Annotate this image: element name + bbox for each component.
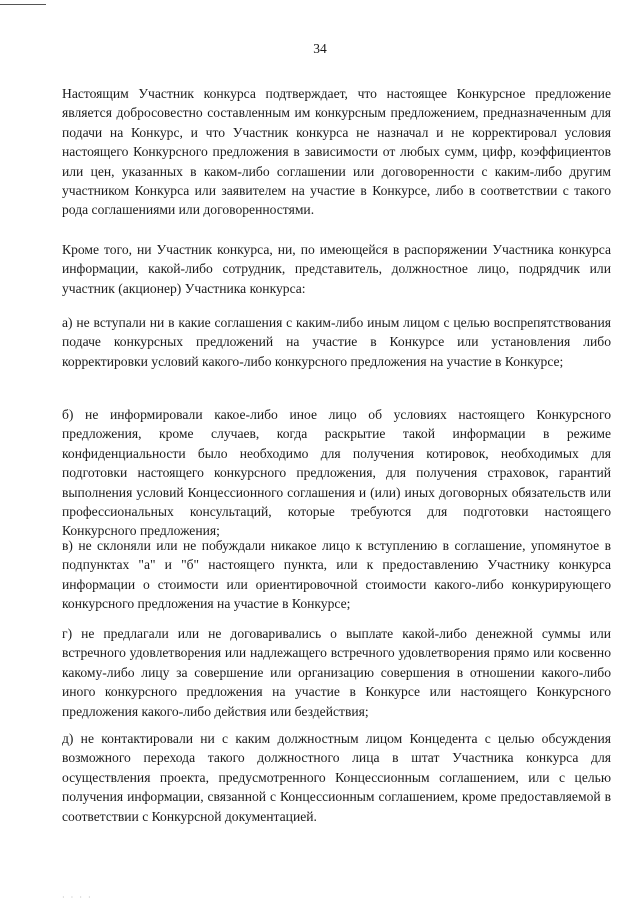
paragraph-item-d: д) не контактировали ни с каким должностным лицом Концедента с целью обсуждения возможного перехода такого должностного лица в штат Участника конкурса для осуществления проекта, предусмотренного Концессионным соглашением, или с целью получения информации, связанной с Концессионным соглашением, кроме предоставляемой в соответствии с Конкурсной документацией. xyxy=(62,731,611,824)
paragraph-item-v: в) не склоняли или не побуждали никакое лицо к вступлению в соглашение, упомянутое в подпунктах "а" и "б" настоящего пункта, или к предоставлению Участнику конкурса информации о стоимости или ориентировочной стоимости какого-либо конкурирующего конкурсного предложения на участие в Конкурсе; xyxy=(62,538,611,612)
page-number: 34 xyxy=(313,41,327,56)
paragraph-item-b: б) не информировали какое-либо иное лицо об условиях настоящего Конкурсного предложения, кроме случаев, когда раскрытие такой информации в режиме конфиденциальности было необходимо для получения котировок, необходимых для подготовки настоящего конкурсного предложения, для получения страховок, гарантий выполнения условий Концессионного соглашения и (или) иных договорных обязательств или профессиональных консультаций, которые требуются для подготовки настоящего Конкурсного предложения; xyxy=(62,407,611,539)
paragraph-furthermore: Кроме того, ни Участник конкурса, ни, по имеющейся в распоряжении Участника конкурса информации, какой-либо сотрудник, представитель, должностное лицо, подрядчик или участник (акционер) Участника конкурса: xyxy=(62,242,611,296)
paragraph-item-g: г) не предлагали или не договаривались о выплате какой-либо денежной суммы или встречного удовлетворения или надлежащего встречного удовлетворения прямо или косвенно какому-либо лицу за совершение или организацию совершения в отношении какого-либо иного конкурсного предложения на участие в Конкурсе или настоящего Конкурсного предложения какого-либо действия или бездействия; xyxy=(62,626,611,719)
scan-noise: · · · · xyxy=(62,893,93,902)
scan-edge-mark xyxy=(0,4,46,5)
paragraph-item-a: а) не вступали ни в какие соглашения с каким-либо иным лицом с целью воспрепятствования подаче конкурсных предложений на участие в Конкурсе или установления либо корректировки условий какого-либо конкурсного предложения на участие в Конкурсе; xyxy=(62,315,611,369)
paragraph-confirmation: Настоящим Участник конкурса подтверждает, что настоящее Конкурсное предложение является добросовестно составленным им конкурсным предложением, предназначенным для подачи на Конкурс, и что Участник конкурса не назначал и не корректировал условия настоящего Конкурсного предложения в зависимости от любых сумм, цифр, коэффициентов или цен, указанных в каком-либо соглашении или договоренности с каким-либо другим участником Конкурса или заявителем на участие в Конкурсе, либо в соответствии с такого рода соглашениями или договоренностями. xyxy=(62,86,611,218)
